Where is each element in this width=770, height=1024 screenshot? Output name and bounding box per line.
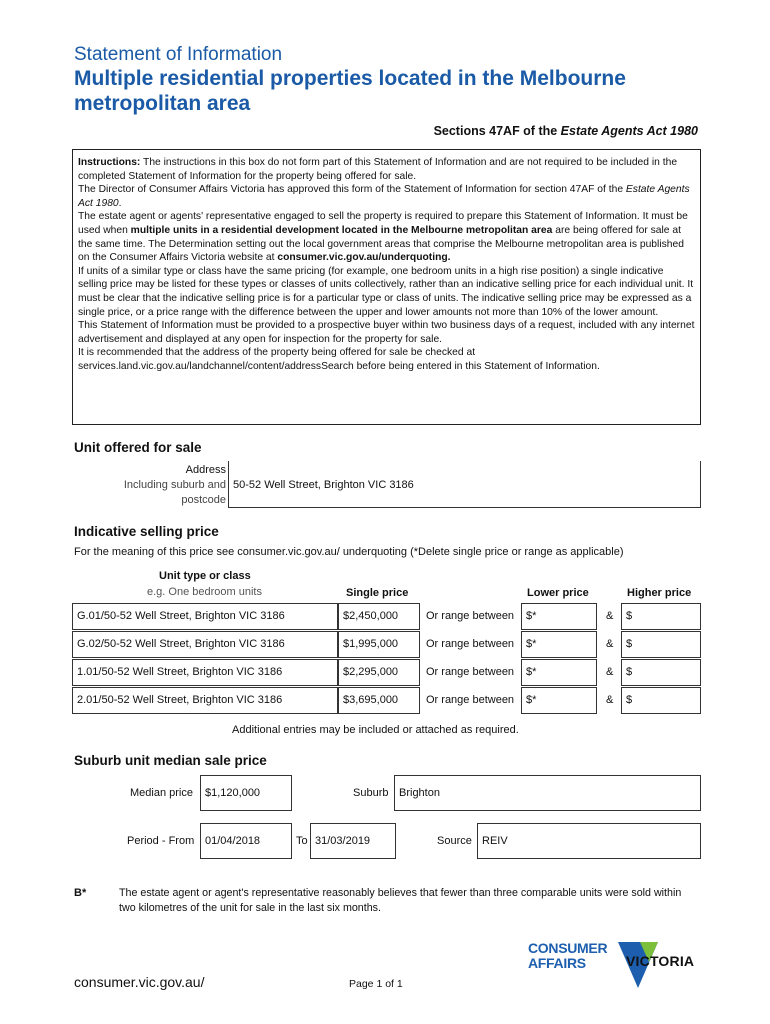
- address-label-line1: Address: [185, 464, 226, 476]
- address-field[interactable]: 50-52 Well Street, Brighton VIC 3186: [228, 461, 701, 508]
- logo-line2: AFFAIRS: [528, 955, 586, 971]
- range-label: Or range between: [426, 610, 515, 622]
- lower-price-field[interactable]: $*: [521, 687, 597, 714]
- page-title: Multiple residential properties located in the Melbourne metropolitan area: [74, 67, 626, 115]
- ampersand-label: &: [606, 694, 614, 706]
- sections-prefix: Sections 47AF of the: [433, 124, 561, 138]
- suburb-label: Suburb: [353, 787, 389, 799]
- instructions-p5: This Statement of Information must be provided to a prospective buyer within two business days of a request, included with any internet advertisement and displayed at any open for inspection for the property for sale.: [78, 320, 695, 345]
- higher-price-field[interactable]: $: [621, 659, 701, 686]
- unit-type-field[interactable]: G.01/50-52 Well Street, Brighton VIC 3186: [72, 603, 338, 630]
- unit-type-field[interactable]: G.02/50-52 Well Street, Brighton VIC 3186: [72, 631, 338, 658]
- act-name: Estate Agents Act 1980: [560, 124, 698, 138]
- lower-price-field[interactable]: $*: [521, 631, 597, 658]
- unit-type-field[interactable]: 2.01/50-52 Well Street, Brighton VIC 3186: [72, 687, 338, 714]
- instructions-p3: [78, 210, 695, 264]
- logo-line1: CONSUMER: [528, 940, 608, 956]
- page-number: Page 1 of 1: [349, 978, 403, 990]
- col-unit-header: Unit type or class: [159, 570, 251, 582]
- underquoting-link[interactable]: consumer.vic.gov.au/underquoting.: [277, 252, 451, 264]
- instructions-heading: Instructions:: [78, 157, 141, 168]
- sections-reference: [434, 124, 698, 138]
- instructions-p2-text: The Director of Consumer Affairs Victoria has approved this form of the Statement of Information for section 47AF of the: [78, 184, 626, 196]
- logo-victoria: VICTORIA: [626, 953, 695, 969]
- col-lower-header: Lower price: [527, 587, 589, 599]
- median-heading: Suburb unit median sale price: [74, 753, 267, 768]
- instructions-p3-text-b: are being offered for sale at the same time. The Determination setting out the local government areas that comprise the Melbourne metropolitan area is published on the Consumer Affairs Victoria website at: [78, 224, 684, 264]
- period-to-field[interactable]: 31/03/2019: [310, 823, 396, 859]
- median-price-label: Median price: [130, 787, 193, 799]
- source-label: Source: [437, 835, 472, 847]
- instructions-p2: [78, 183, 695, 210]
- instructions-p3-text-a: The estate agent or agents' representative engaged to sell the property is required to prepare this Statement of Information. It must be used when: [78, 211, 688, 236]
- indicative-price-heading: Indicative selling price: [74, 524, 219, 539]
- instructions-p3-bold: multiple units in a residential development located in the Melbourne metropolitan area: [130, 224, 553, 236]
- additional-entries-note: Additional entries may be included or attached as required.: [232, 724, 519, 736]
- instructions-p1-text: The instructions in this box do not form part of this Statement of Information and are not required to be included in the completed Statement of Information for the property being offered for sale.: [78, 157, 678, 182]
- period-to-label: To: [296, 835, 308, 847]
- col-higher-header: Higher price: [627, 587, 692, 599]
- price-note: For the meaning of this price see consumer.vic.gov.au/ underquoting (*Delete single price or range as applicable): [74, 546, 624, 558]
- ampersand-label: &: [606, 638, 614, 650]
- consumer-affairs-victoria-logo: [528, 940, 703, 990]
- lower-price-field[interactable]: $*: [521, 603, 597, 630]
- col-single-header: Single price: [346, 587, 409, 599]
- median-price-field[interactable]: $1,120,000: [200, 775, 292, 811]
- source-field[interactable]: REIV: [477, 823, 701, 859]
- address-label: [110, 463, 226, 508]
- address-label-line2: Including suburb and: [123, 479, 226, 491]
- single-price-field[interactable]: $3,695,000: [338, 687, 420, 714]
- range-label: Or range between: [426, 638, 515, 650]
- instructions-box: [72, 149, 701, 425]
- doc-label: Statement of Information: [74, 44, 283, 65]
- range-label: Or range between: [426, 694, 515, 706]
- instructions-p1: [78, 156, 695, 183]
- instructions-p2-end: .: [118, 197, 122, 209]
- instructions-p2-act: Estate Agents Act 1980: [78, 184, 690, 209]
- address-label-line3: postcode: [181, 494, 226, 506]
- ampersand-label: &: [606, 666, 614, 678]
- period-from-field[interactable]: 01/04/2018: [200, 823, 292, 859]
- unit-type-field[interactable]: 1.01/50-52 Well Street, Brighton VIC 3186: [72, 659, 338, 686]
- single-price-field[interactable]: $2,295,000: [338, 659, 420, 686]
- footer-url[interactable]: consumer.vic.gov.au/: [74, 974, 205, 990]
- higher-price-field[interactable]: $: [621, 631, 701, 658]
- single-price-field[interactable]: $1,995,000: [338, 631, 420, 658]
- instructions-p4: If units of a similar type or class have the same pricing (for example, one bedroom units in a high rise position) a single indicative selling price may be listed for these types or classes of units collectively, rather than an indicative selling price for each individual unit. It must be clear that the indicative selling price is for a particular type or class of units. The indicative selling price may be expressed as a single price, or a price range with the difference between the upper and lower amounts not more than 10% of the lower amount.: [78, 265, 694, 318]
- b-note-text: The estate agent or agent's representative reasonably believes that fewer than three comparable units were sold within two kilometres of the unit for sale in the last six months.: [119, 887, 682, 914]
- col-unit-example: e.g. One bedroom units: [147, 586, 262, 598]
- ampersand-label: &: [606, 610, 614, 622]
- period-from-label: Period - From: [127, 835, 195, 847]
- higher-price-field[interactable]: $: [621, 603, 701, 630]
- higher-price-field[interactable]: $: [621, 687, 701, 714]
- single-price-field[interactable]: $2,450,000: [338, 603, 420, 630]
- b-note-label: B*: [74, 887, 87, 899]
- unit-offered-heading: Unit offered for sale: [74, 440, 202, 455]
- suburb-field[interactable]: Brighton: [394, 775, 701, 811]
- lower-price-field[interactable]: $*: [521, 659, 597, 686]
- instructions-p6: It is recommended that the address of the property being offered for sale be checked at services.land.vic.gov.au/landchannel/content/addressSearch before being entered in this Statement of Information.: [78, 347, 600, 372]
- range-label: Or range between: [426, 666, 515, 678]
